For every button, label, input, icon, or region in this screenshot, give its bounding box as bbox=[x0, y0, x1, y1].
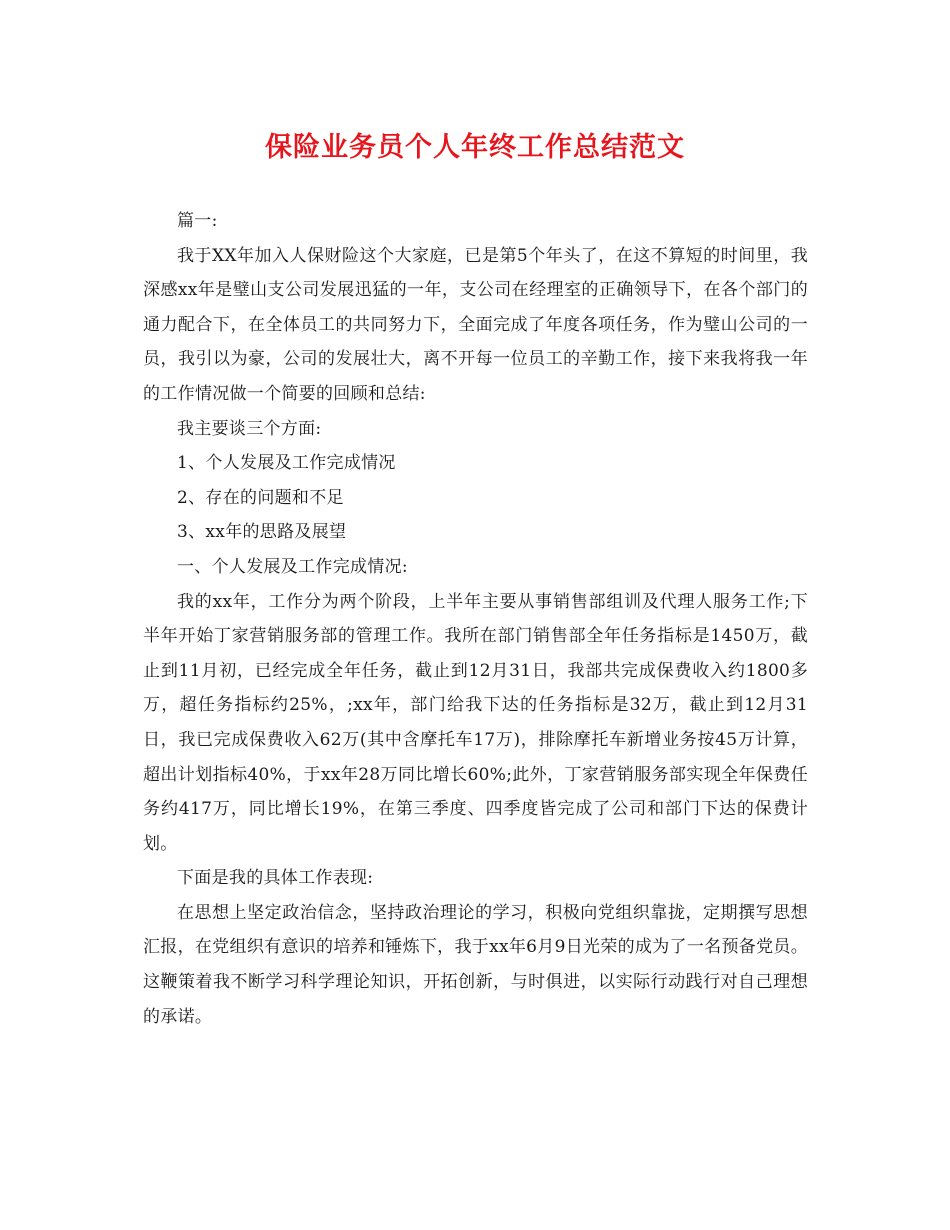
paragraph-work-summary: 我的xx年，工作分为两个阶段，上半年主要从事销售部组训及代理人服务工作;下半年开始丁家营销服务部的管理工作。我所在部门销售部全年任务指标是1450万，截止到11月初，已经完成全年任务，截止到12月31日，我部共完成保费收入约1800多万，超任务指标约25%，;xx年，部门给我下达的任务指标是32万，截止到12月31日，我已完成保费收入62万(其中含摩托车17万)，排除摩托车新增业务按45万计算，超出计划指标40%，于xx年28万同比增长60%;此外，丁家营销服务部实现全年保费任务约417万，同比增长19%，在第三季度、四季度皆完成了公司和部门下达的保费计划。 bbox=[143, 591, 808, 854]
paragraph-section-label: 篇一: bbox=[177, 211, 218, 231]
paragraph-performance-intro: 下面是我的具体工作表现: bbox=[177, 868, 374, 889]
list-item-3: 3、xx年的思路及展望 bbox=[177, 522, 347, 543]
document-title: 保险业务员个人年终工作总结范文 bbox=[265, 132, 685, 163]
paragraph-ideology: 在思想上坚定政治信念，坚持政治理论的学习，积极向党组织靠拢，定期撰写思想汇报，在党组织有意识的培养和锤炼下，我于xx年6月9日光荣的成为了一名预备党员。这鞭策着我不断学习科学理论知识，开拓创新，与时俱进，以实际行动践行对自己理想的承诺。 bbox=[143, 902, 808, 1027]
section-heading-1: 一、个人发展及工作完成情况: bbox=[177, 556, 408, 577]
list-item-1: 1、个人发展及工作完成情况 bbox=[177, 453, 396, 474]
paragraph-overview: 我主要谈三个方面: bbox=[177, 418, 322, 439]
document-body bbox=[143, 204, 808, 1034]
paragraph-intro: 我于XX年加入人保财险这个大家庭，已是第5个年头了，在这不算短的时间里，我深感xx年是璧山支公司发展迅猛的一年，支公司在经理室的正确领导下，在各个部门的通力配合下，在全体员工的共同努力下，全面完成了年度各项任务，作为璧山公司的一员，我引以为豪，公司的发展壮大，离不开每一位员工的辛勤工作，接下来我将我一年的工作情况做一个简要的回顾和总结: bbox=[143, 245, 808, 404]
list-item-2: 2、存在的问题和不足 bbox=[177, 487, 344, 508]
